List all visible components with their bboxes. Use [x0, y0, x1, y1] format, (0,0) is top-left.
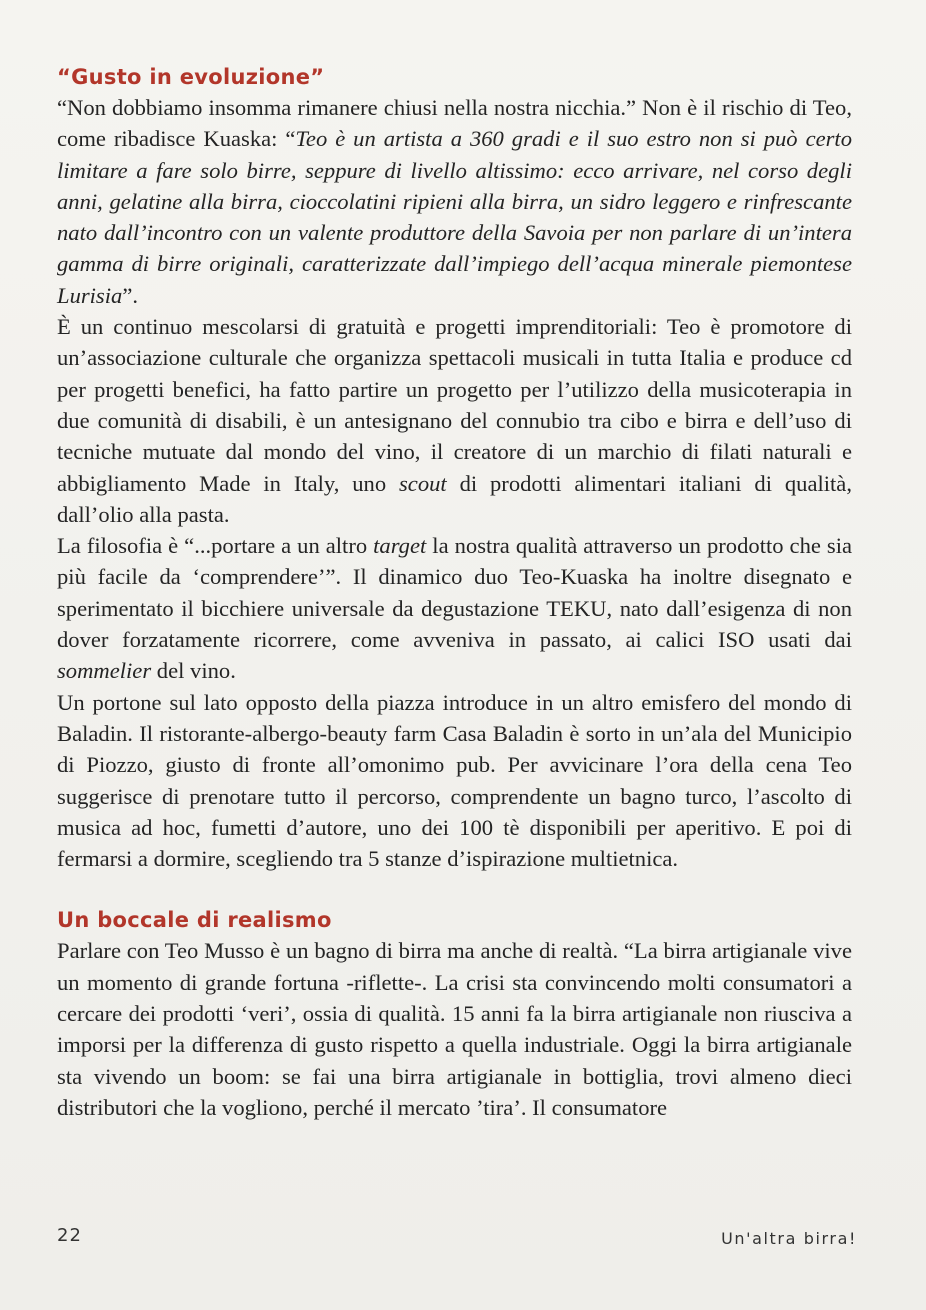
italic-word: scout: [399, 470, 447, 496]
running-title: Un'altra birra!: [721, 1229, 857, 1248]
section-heading-realismo: Un boccale di realismo: [57, 908, 332, 933]
italic-word: sommelier: [57, 658, 152, 684]
text-span: ”.: [122, 282, 138, 308]
section-heading-gusto: “Gusto in evoluzione”: [57, 65, 325, 89]
text-span: La filosofia è “...portare a un altro: [57, 533, 374, 559]
paragraph-teo-musso: Parlare con Teo Musso è un bagno di birra ma anche di realtà. “La birra artigianale vive un momento di grande fortuna -riflette-. La crisi sta convincendo molti consumatori a cercare dei prodotti ‘veri’, ossia di qualità. 15 anni fa la birra artigianale non riusciva a imporsi per la differenza di gusto rispetto a quella industriale. Oggi la birra artigianale sta vivendo un boom: se fai una birra artigianale in bottiglia, trovi almeno dieci distributori che la vogliono, perché il mercato ’tira’. Il consumatore: [57, 938, 852, 1120]
text-span: È un continuo mescolarsi di gratuità e progetti imprenditoriali: Teo è promotore di un’associazione culturale che organizza spettacoli musicali in tutta Italia e produce cd per progetti benefici, ha fatto partire un progetto per l’utilizzo della musicoterapia in due comunità di disabili, è un antesignano del connubio tra cibo e birra e dell’uso di tecniche mutuate dal mondo del vino, il creatore di un marchio di filati naturali e abbigliamento Made in Italy, uno: [57, 314, 852, 496]
page-number: 22: [57, 1225, 82, 1246]
paragraph-casa-baladin: Un portone sul lato opposto della piazza introduce in un altro emisfero del mondo di Baladin. Il ristorante-albergo-beauty farm Casa Baladin è sorto in un’ala del Municipio di Piozzo, giusto di fronte all’omonimo pub. Per avvicinare l’ora della cena Teo suggerisce di prenotare tutto il percorso, comprendente un bagno turco, l’ascolto di musica ad hoc, fumetti d’autore, uno dei 100 tè disponibili per aperitivo. E poi di fermarsi a dormire, scegliendo tra 5 stanze d’ispirazione multietnica.: [57, 689, 852, 872]
text-span: la nostra qualità attraverso un prodotto che sia più facile da ‘comprendere’”. Il dinamico duo Teo-Kuaska ha inoltre disegnato e sperimentato il bicchiere universale da degustazione TEKU, nato dall’esigenza di non dover forzatamente ricorrere, come avveniva in passato, ai calici ISO usati dai: [57, 533, 853, 653]
page-footer: [57, 1225, 857, 1255]
page-body: [57, 62, 852, 1123]
paragraph-kuaska-quote: [57, 92, 852, 311]
text-span: “Non dobbiamo insomma rimanere chiusi nella nostra nicchia.” Non è il rischio di Teo, come ribadisce Kuaska: “: [57, 95, 852, 152]
paragraph-projects: [57, 311, 852, 530]
italic-quote: Teo è un artista a 360 gradi e il suo estro non si può certo limitare a fare solo birre, seppure di livello altissimo: ecco arrivare, nel corso degli anni, gelatine alla birra, cioccolatini ripieni alla birra, un sidro leggero e rinfrescante nato dall’incontro con un valente produttore della Savoia per non parlare di un’intera gamma di birre originali, caratterizzate dall’impiego dell’acqua minerale piemontese Lurisia: [57, 126, 852, 308]
paragraph-philosophy: [57, 530, 852, 686]
text-span: di prodotti alimentari italiani di qualità, dall’olio alla pasta.: [57, 470, 852, 527]
italic-word: target: [373, 533, 427, 559]
text-span: del vino.: [151, 658, 236, 684]
